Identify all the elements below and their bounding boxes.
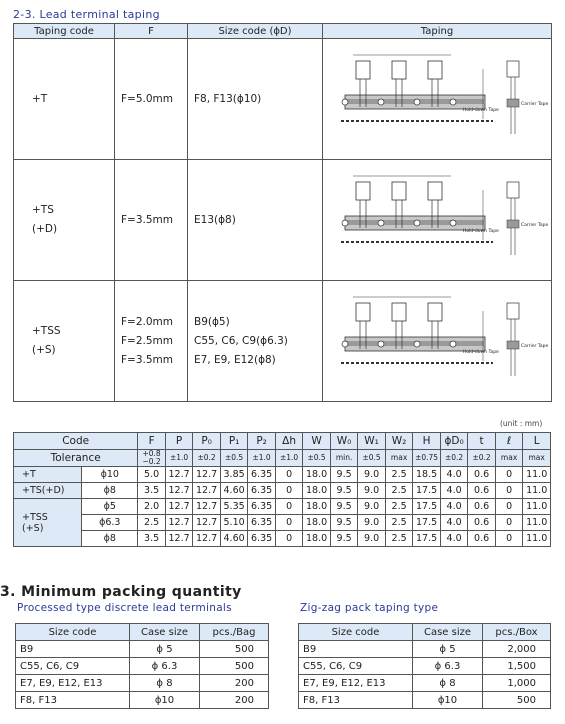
dimension-value: 3.85 xyxy=(220,467,248,483)
dimension-value: 18.0 xyxy=(303,483,331,499)
dimension-value: 12.7 xyxy=(193,499,221,515)
dimension-value: 12.7 xyxy=(193,483,221,499)
side-tape xyxy=(507,99,519,107)
component-body xyxy=(356,182,370,200)
row-case-size: ϕ5 xyxy=(82,499,138,515)
dimension-row xyxy=(14,531,551,547)
pitch-value: F=3.5mm xyxy=(121,213,173,226)
header-col: P xyxy=(165,433,193,450)
subtitle-box: Zig-zag pack taping type xyxy=(300,602,439,614)
sprocket-hole xyxy=(342,220,348,226)
case-size: ϕ 6.3 xyxy=(130,658,200,675)
dimension-value: 12.7 xyxy=(193,531,221,547)
packing-bag-table xyxy=(15,623,269,709)
dimension-row xyxy=(14,499,551,515)
size-code: B9(ϕ5) xyxy=(194,315,230,328)
packing-row xyxy=(16,658,269,675)
taping-code-alt: (+D) xyxy=(32,223,58,235)
taping-code: +TS xyxy=(32,204,54,216)
row-code: +TS(+D) xyxy=(14,483,82,499)
dimension-row xyxy=(14,515,551,531)
dimensions-table xyxy=(13,432,551,547)
side-tape xyxy=(507,341,519,349)
header-col: Δh xyxy=(275,433,303,450)
dimension-value: 0 xyxy=(275,531,303,547)
dimension-value: 12.7 xyxy=(165,499,193,515)
case-size: ϕ10 xyxy=(413,692,483,709)
dimension-value: 9.0 xyxy=(358,467,386,483)
carrier-tape-label: Carrier Tape xyxy=(521,102,549,107)
size-code: B9 xyxy=(299,641,413,658)
taping-table xyxy=(13,23,552,402)
component-body xyxy=(392,61,406,79)
taping-diagram-ts xyxy=(323,160,552,281)
dimension-value: 11.0 xyxy=(523,467,551,483)
taping-code: +TSS xyxy=(32,325,61,337)
row-case-size: ϕ8 xyxy=(82,483,138,499)
row-code-line: (+S) xyxy=(22,522,44,534)
tolerance: ±1.0 xyxy=(248,450,276,467)
dimension-value: 0 xyxy=(275,483,303,499)
dimension-value: 11.0 xyxy=(523,499,551,515)
tolerance: ±1.0 xyxy=(165,450,193,467)
dimension-value: 9.0 xyxy=(358,515,386,531)
header-col: ℓ xyxy=(495,433,523,450)
dimension-value: 18.0 xyxy=(303,531,331,547)
header-col: ϕD₀ xyxy=(440,433,468,450)
quantity: 500 xyxy=(200,641,269,658)
taping-row-tss xyxy=(14,281,552,402)
dimension-value: 0.6 xyxy=(468,483,496,499)
header-col: W₀ xyxy=(330,433,358,450)
component-body xyxy=(356,303,370,321)
dimension-value: 0 xyxy=(275,467,303,483)
header-col: W₁ xyxy=(358,433,386,450)
dimension-value: 0 xyxy=(495,483,523,499)
sprocket-hole xyxy=(342,99,348,105)
header-col: F xyxy=(138,433,166,450)
dimension-value: 2.5 xyxy=(385,483,413,499)
header-tolerance: Tolerance xyxy=(14,450,138,467)
dimension-value: 4.0 xyxy=(440,531,468,547)
subtitle-bag: Processed type discrete lead terminals xyxy=(17,602,232,614)
component-body xyxy=(428,61,442,79)
case-size: ϕ 8 xyxy=(130,675,200,692)
header-size-code: Size code (ϕD) xyxy=(188,24,323,39)
dimension-value: 17.5 xyxy=(413,499,441,515)
sprocket-hole xyxy=(342,341,348,347)
dimension-value: 6.35 xyxy=(248,467,276,483)
header-size-code: Size code xyxy=(16,624,130,641)
header-code: Code xyxy=(14,433,138,450)
side-tape xyxy=(507,220,519,228)
header-col: H xyxy=(413,433,441,450)
size-code: C55, C6, C9 xyxy=(16,658,130,675)
packing-row xyxy=(299,641,551,658)
size-code: F8, F13 xyxy=(299,692,413,709)
size-code: B9 xyxy=(16,641,130,658)
holddown-tape-label: Hold-down Tape xyxy=(463,229,499,234)
tolerance: ±1.0 xyxy=(275,450,303,467)
taping-code: +T xyxy=(32,92,48,105)
header-f: F xyxy=(115,24,188,39)
header-col: W₂ xyxy=(385,433,413,450)
dimension-value: 9.0 xyxy=(358,483,386,499)
component-body xyxy=(392,182,406,200)
section-title-packing: 3. Minimum packing quantity xyxy=(0,584,242,600)
component-body xyxy=(392,303,406,321)
dimension-value: 11.0 xyxy=(523,515,551,531)
dimension-value: 9.0 xyxy=(358,499,386,515)
quantity: 500 xyxy=(483,692,551,709)
dimension-value: 12.7 xyxy=(165,467,193,483)
dimension-value: 0.6 xyxy=(468,499,496,515)
dimension-value: 12.7 xyxy=(193,515,221,531)
packing-row xyxy=(299,675,551,692)
dimension-value: 0 xyxy=(495,515,523,531)
component-body xyxy=(428,182,442,200)
header-col: W xyxy=(303,433,331,450)
tolerance: min. xyxy=(330,450,358,467)
packing-row xyxy=(16,692,269,709)
dimension-value: 0 xyxy=(495,531,523,547)
pitch-value: F=2.0mm xyxy=(121,315,173,328)
tolerance: ±0.75 xyxy=(413,450,441,467)
dimension-value: 17.5 xyxy=(413,531,441,547)
quantity: 200 xyxy=(200,692,269,709)
dimension-value: 18.0 xyxy=(303,499,331,515)
packing-box-table xyxy=(298,623,551,709)
row-code: +T xyxy=(14,467,82,483)
case-size: ϕ10 xyxy=(130,692,200,709)
pitch-value: F=3.5mm xyxy=(121,353,173,366)
header-taping: Taping xyxy=(323,24,552,39)
dimension-value: 17.5 xyxy=(413,515,441,531)
carrier-tape-label: Carrier Tape xyxy=(521,344,549,349)
dimension-value: 3.5 xyxy=(138,531,166,547)
tolerance: ±0.5 xyxy=(303,450,331,467)
dimension-value: 9.5 xyxy=(330,499,358,515)
row-case-size: ϕ6.3 xyxy=(82,515,138,531)
dimension-value: 0 xyxy=(495,467,523,483)
row-code xyxy=(14,499,82,547)
unit-note: (unit : mm) xyxy=(500,419,543,428)
size-code: F8, F13(ϕ10) xyxy=(194,92,262,105)
taping-diagram-tss xyxy=(323,281,552,402)
case-size: ϕ 5 xyxy=(130,641,200,658)
taping-row-ts xyxy=(14,160,552,281)
side-component-body xyxy=(507,61,519,77)
row-case-size: ϕ8 xyxy=(82,531,138,547)
case-size: ϕ 8 xyxy=(413,675,483,692)
dimension-value: 5.35 xyxy=(220,499,248,515)
header-pcs-bag: pcs./Bag xyxy=(200,624,269,641)
dimension-value: 6.35 xyxy=(248,483,276,499)
case-size: ϕ 6.3 xyxy=(413,658,483,675)
size-code: E7, E9, E12, E13 xyxy=(299,675,413,692)
dimension-value: 9.5 xyxy=(330,515,358,531)
dimension-value: 4.60 xyxy=(220,483,248,499)
packing-row xyxy=(299,658,551,675)
dimension-value: 11.0 xyxy=(523,531,551,547)
header-taping-code: Taping code xyxy=(14,24,115,39)
tolerance: max xyxy=(523,450,551,467)
header-pcs-box: pcs./Box xyxy=(483,624,551,641)
header-case-size: Case size xyxy=(413,624,483,641)
sprocket-hole xyxy=(450,99,456,105)
header-col: P₂ xyxy=(248,433,276,450)
side-component-body xyxy=(507,182,519,198)
dimension-row xyxy=(14,483,551,499)
holddown-tape-label: Hold-down Tape xyxy=(463,108,499,113)
case-size: ϕ 5 xyxy=(413,641,483,658)
sprocket-hole xyxy=(378,341,384,347)
quantity: 2,000 xyxy=(483,641,551,658)
tolerance: max xyxy=(385,450,413,467)
sprocket-hole xyxy=(378,99,384,105)
dimension-value: 2.5 xyxy=(385,499,413,515)
taping-code-alt: (+S) xyxy=(32,344,56,356)
size-code: C55, C6, C9 xyxy=(299,658,413,675)
tolerance: ±0.2 xyxy=(468,450,496,467)
dimension-value: 0.6 xyxy=(468,531,496,547)
packing-row xyxy=(16,641,269,658)
dimension-value: 12.7 xyxy=(165,483,193,499)
component-body xyxy=(356,61,370,79)
dimension-value: 9.5 xyxy=(330,531,358,547)
size-code: E7, E9, E12(ϕ8) xyxy=(194,353,276,366)
sprocket-hole xyxy=(414,341,420,347)
holddown-tape-label: Hold-down Tape xyxy=(463,350,499,355)
dimension-value: 0 xyxy=(275,515,303,531)
dimension-value: 18.0 xyxy=(303,467,331,483)
dimension-value: 17.5 xyxy=(413,483,441,499)
dimension-value: 9.5 xyxy=(330,483,358,499)
header-col: t xyxy=(468,433,496,450)
dimension-value: 2.5 xyxy=(385,515,413,531)
dimension-value: 0.6 xyxy=(468,467,496,483)
size-code: C55, C6, C9(ϕ6.3) xyxy=(194,334,288,347)
taping-diagram-t xyxy=(323,39,552,160)
quantity: 500 xyxy=(200,658,269,675)
dimension-value: 6.35 xyxy=(248,499,276,515)
quantity: 1,500 xyxy=(483,658,551,675)
sprocket-hole xyxy=(414,99,420,105)
pitch-value: F=5.0mm xyxy=(121,92,173,105)
side-component-body xyxy=(507,303,519,319)
tolerance: max xyxy=(495,450,523,467)
dimension-value: 2.5 xyxy=(138,515,166,531)
sprocket-hole xyxy=(450,220,456,226)
dimension-value: 12.7 xyxy=(165,531,193,547)
dimension-value: 11.0 xyxy=(523,483,551,499)
dimension-value: 12.7 xyxy=(193,467,221,483)
dimension-row xyxy=(14,467,551,483)
dimension-value: 18.5 xyxy=(413,467,441,483)
header-case-size: Case size xyxy=(130,624,200,641)
dimension-value: 6.35 xyxy=(248,515,276,531)
size-code: E7, E9, E12, E13 xyxy=(16,675,130,692)
dimension-value: 0 xyxy=(495,499,523,515)
tolerance: +0.8 −0.2 xyxy=(138,450,166,467)
dimension-value: 2.5 xyxy=(385,467,413,483)
pitch-value: F=2.5mm xyxy=(121,334,173,347)
row-case-size: ϕ10 xyxy=(82,467,138,483)
dimension-value: 2.0 xyxy=(138,499,166,515)
dimension-value: 6.35 xyxy=(248,531,276,547)
dimension-value: 4.0 xyxy=(440,483,468,499)
section-title-lead-taping: 2-3. Lead terminal taping xyxy=(13,8,160,21)
dimension-value: 12.7 xyxy=(165,515,193,531)
tolerance: ±0.5 xyxy=(358,450,386,467)
carrier-tape-label: Carrier Tape xyxy=(521,223,549,228)
packing-row xyxy=(16,675,269,692)
dimension-value: 18.0 xyxy=(303,515,331,531)
dimension-value: 5.10 xyxy=(220,515,248,531)
header-col: P₁ xyxy=(220,433,248,450)
header-col: P₀ xyxy=(193,433,221,450)
dimension-value: 4.0 xyxy=(440,499,468,515)
quantity: 1,000 xyxy=(483,675,551,692)
sprocket-hole xyxy=(414,220,420,226)
packing-row xyxy=(299,692,551,709)
dimension-value: 9.0 xyxy=(358,531,386,547)
dimension-value: 9.5 xyxy=(330,467,358,483)
component-body xyxy=(428,303,442,321)
header-col: L xyxy=(523,433,551,450)
dimension-value: 5.0 xyxy=(138,467,166,483)
dimension-value: 4.60 xyxy=(220,531,248,547)
row-code-line: +TSS xyxy=(22,511,48,523)
tolerance: ±0.5 xyxy=(220,450,248,467)
dimension-value: 0 xyxy=(275,499,303,515)
sprocket-hole xyxy=(450,341,456,347)
header-size-code: Size code xyxy=(299,624,413,641)
quantity: 200 xyxy=(200,675,269,692)
taping-row-t xyxy=(14,39,552,160)
dimension-value: 4.0 xyxy=(440,467,468,483)
size-code: F8, F13 xyxy=(16,692,130,709)
dimension-value: 3.5 xyxy=(138,483,166,499)
size-code: E13(ϕ8) xyxy=(194,213,236,226)
dimension-value: 4.0 xyxy=(440,515,468,531)
tolerance: ±0.2 xyxy=(440,450,468,467)
dimension-value: 0.6 xyxy=(468,515,496,531)
tolerance: ±0.2 xyxy=(193,450,221,467)
sprocket-hole xyxy=(378,220,384,226)
dimension-value: 2.5 xyxy=(385,531,413,547)
